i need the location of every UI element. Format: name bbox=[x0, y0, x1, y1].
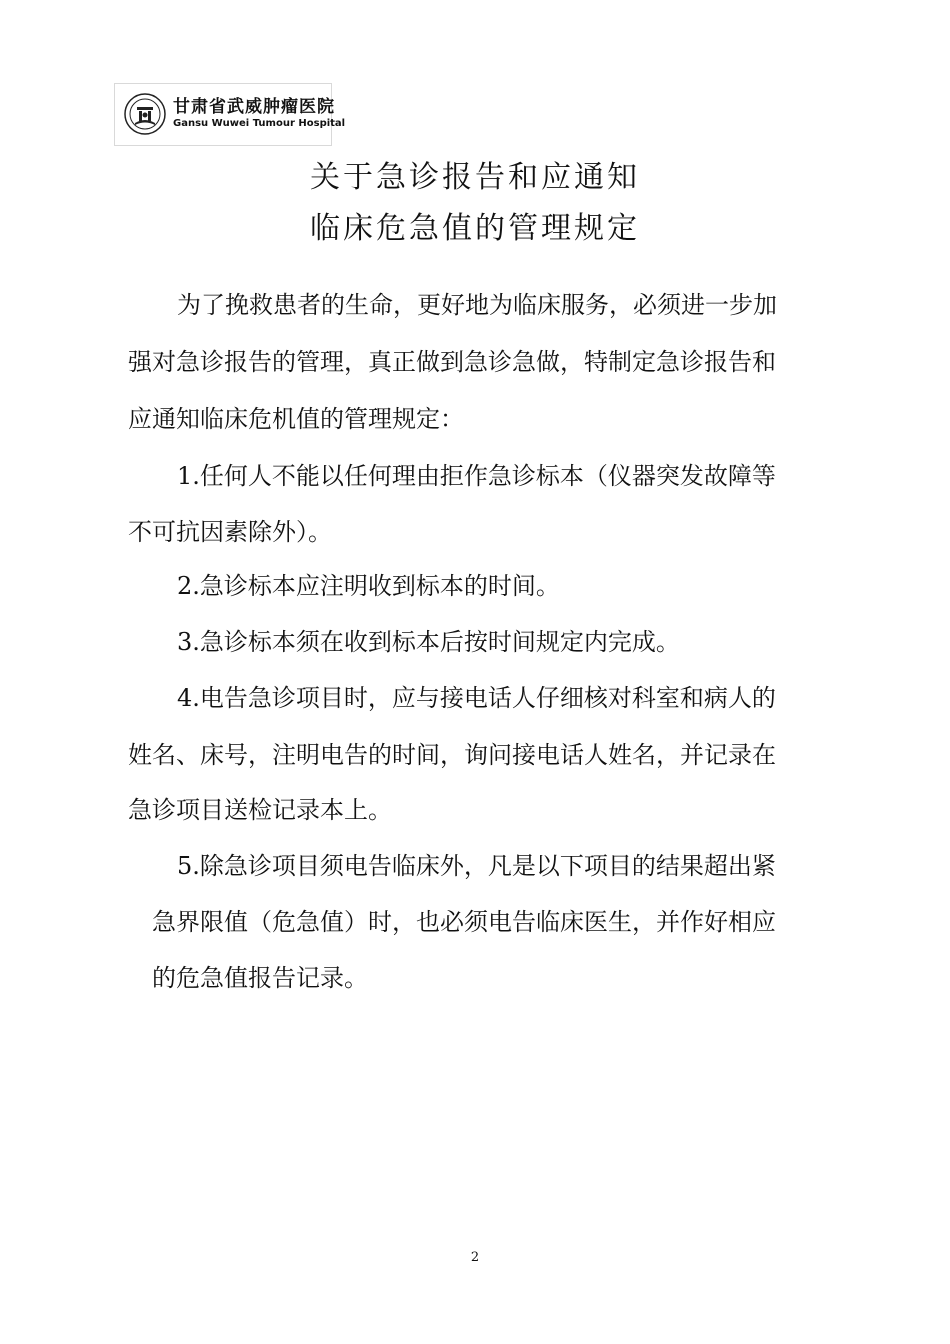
body-line: 强对急诊报告的管理，真正做到急诊急做，特制定急诊报告和 bbox=[128, 348, 776, 376]
hospital-logo bbox=[114, 83, 346, 146]
body-line: 应通知临床危机值的管理规定： bbox=[128, 405, 464, 433]
body-line: 姓名、床号，注明电告的时间，询问接电话人姓名，并记录在 bbox=[128, 741, 776, 769]
document-title-line-1: 关于急诊报告和应通知 bbox=[310, 160, 640, 195]
body-line: 为了挽救患者的生命，更好地为临床服务，必须进一步加 bbox=[177, 291, 777, 319]
body-line: 3.急诊标本须在收到标本后按时间规定内完成。 bbox=[177, 628, 680, 656]
body-line: 急诊项目送检记录本上。 bbox=[128, 796, 392, 824]
body-line: 急界限值（危急值）时，也必须电告临床医生，并作好相应 bbox=[152, 908, 776, 936]
body-line: 5.除急诊项目须电告临床外，凡是以下项目的结果超出紧 bbox=[177, 852, 776, 880]
body-line: 的危急值报告记录。 bbox=[152, 964, 368, 992]
page-number: 2 bbox=[470, 1250, 480, 1265]
document-title-line-2: 临床危急值的管理规定 bbox=[310, 211, 640, 246]
body-line: 不可抗因素除外）。 bbox=[128, 518, 332, 546]
body-line: 4.电告急诊项目时，应与接电话人仔细核对科室和病人的 bbox=[177, 684, 776, 712]
hospital-name-en: Gansu Wuwei Tumour Hospital bbox=[173, 118, 346, 129]
body-line: 1.任何人不能以任何理由拒作急诊标本（仪器突发故障等 bbox=[177, 462, 776, 490]
hospital-name-cn: 甘肃省武威肿瘤医院 bbox=[173, 97, 335, 117]
body-line: 2.急诊标本应注明收到标本的时间。 bbox=[177, 572, 560, 600]
hospital-emblem-icon bbox=[124, 93, 166, 135]
